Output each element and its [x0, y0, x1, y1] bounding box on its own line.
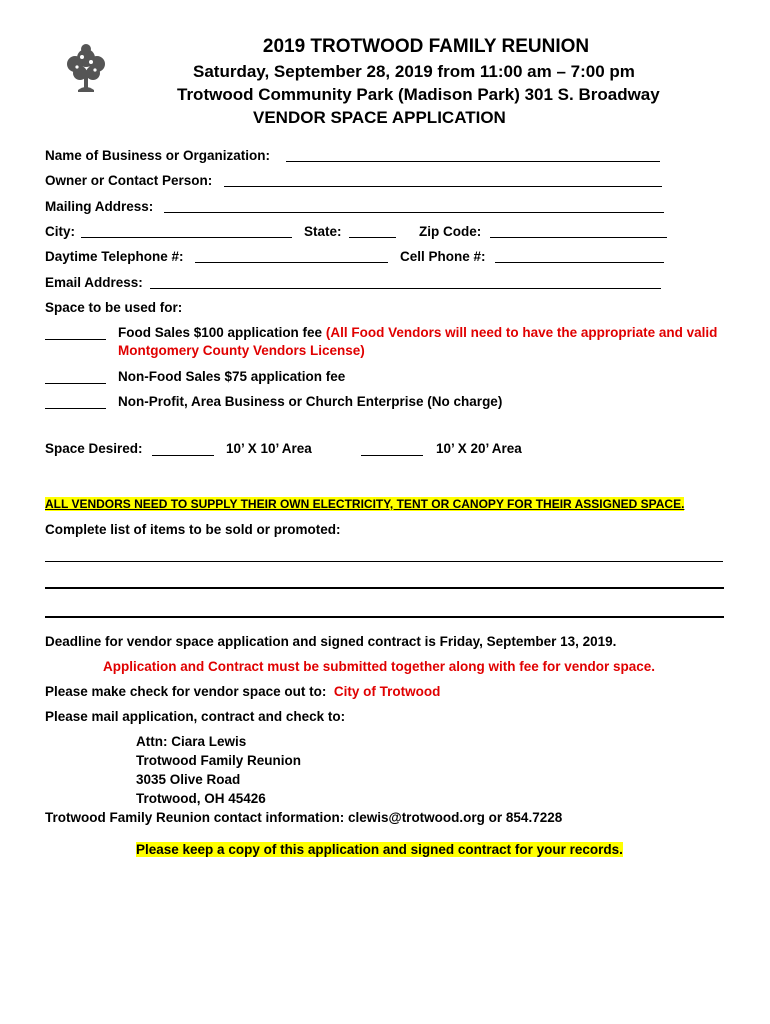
space-use-label: Space to be used for: [45, 300, 183, 315]
keep-copy-notice [136, 842, 623, 857]
food-vendor-note: (All Food Vendors will need to have the appropriate and valid [325, 325, 718, 340]
items-line-3[interactable] [45, 616, 724, 618]
space-10x20-label: 10’ X 20’ Area [436, 441, 522, 456]
items-line-1[interactable] [45, 561, 723, 562]
space-10x20-blank[interactable] [361, 455, 423, 456]
page-title: 2019 TROTWOOD FAMILY REUNION [262, 36, 590, 57]
event-date: Saturday, September 28, 2019 from 11:00 am – 7:00 pm [193, 62, 635, 81]
items-line-2[interactable] [45, 587, 724, 589]
contact-info: Trotwood Family Reunion contact information: clewis@trotwood.org or 854.7228 [45, 810, 563, 825]
items-label: Complete list of items to be sold or promoted: [45, 522, 341, 537]
day-phone-field[interactable] [195, 262, 388, 263]
address-attn: Attn: Ciara Lewis [136, 734, 247, 749]
electricity-notice-text: ALL VENDORS NEED TO SUPPLY THEIR OWN ELECTRICITY, TENT OR CANOPY FOR THEIR ASSIGNED SPACE. [45, 497, 685, 511]
address-org: Trotwood Family Reunion [136, 753, 301, 768]
cell-phone-field[interactable] [495, 262, 664, 263]
business-label: Name of Business or Organization: [45, 148, 271, 163]
address-city: Trotwood, OH 45426 [136, 791, 266, 806]
owner-field[interactable] [224, 186, 662, 187]
cell-phone-label: Cell Phone #: [400, 249, 486, 264]
zip-field[interactable] [490, 237, 667, 238]
keep-copy-text: Please keep a copy of this application and signed contract for your records. [136, 842, 623, 857]
nonprofit-blank[interactable] [45, 408, 106, 409]
address-street: 3035 Olive Road [136, 772, 241, 787]
deadline-text: Deadline for vendor space application and signed contract is Friday, September 13, 2019. [45, 634, 617, 649]
city-label: City: [45, 224, 75, 239]
space-10x10-label: 10’ X 10’ Area [226, 441, 312, 456]
email-label: Email Address: [45, 275, 143, 290]
event-location: Trotwood Community Park (Madison Park) 301 S. Broadway [177, 85, 660, 104]
owner-label: Owner or Contact Person: [45, 173, 213, 188]
food-sales-label: Food Sales $100 application fee [118, 325, 323, 340]
state-label: State: [304, 224, 342, 239]
space-10x10-blank[interactable] [152, 455, 214, 456]
check-payee: City of Trotwood [333, 684, 441, 699]
nonfood-sales-label: Non-Food Sales $75 application fee [118, 369, 346, 384]
food-sales-blank[interactable] [45, 339, 106, 340]
check-payable-label: Please make check for vendor space out to: [45, 684, 327, 699]
nonprofit-label: Non-Profit, Area Business or Church Enterprise (No charge) [118, 394, 503, 409]
zip-label: Zip Code: [419, 224, 482, 239]
check-payable-line [45, 684, 440, 699]
food-sales-option [118, 325, 717, 340]
space-desired-label: Space Desired: [45, 441, 143, 456]
mailing-label: Mailing Address: [45, 199, 154, 214]
electricity-notice [45, 497, 684, 511]
form-title: VENDOR SPACE APPLICATION [253, 108, 506, 127]
food-vendor-note-cont: Montgomery County Vendors License) [118, 343, 365, 358]
city-field[interactable] [81, 237, 292, 238]
mailing-field[interactable] [164, 212, 664, 213]
mail-to-label: Please mail application, contract and check to: [45, 709, 346, 724]
nonfood-sales-blank[interactable] [45, 383, 106, 384]
email-field[interactable] [150, 288, 661, 289]
submit-together-text: Application and Contract must be submitted together along with fee for vendor space. [103, 659, 656, 674]
day-phone-label: Daytime Telephone #: [45, 249, 184, 264]
state-field[interactable] [349, 237, 396, 238]
business-field[interactable] [286, 161, 660, 162]
